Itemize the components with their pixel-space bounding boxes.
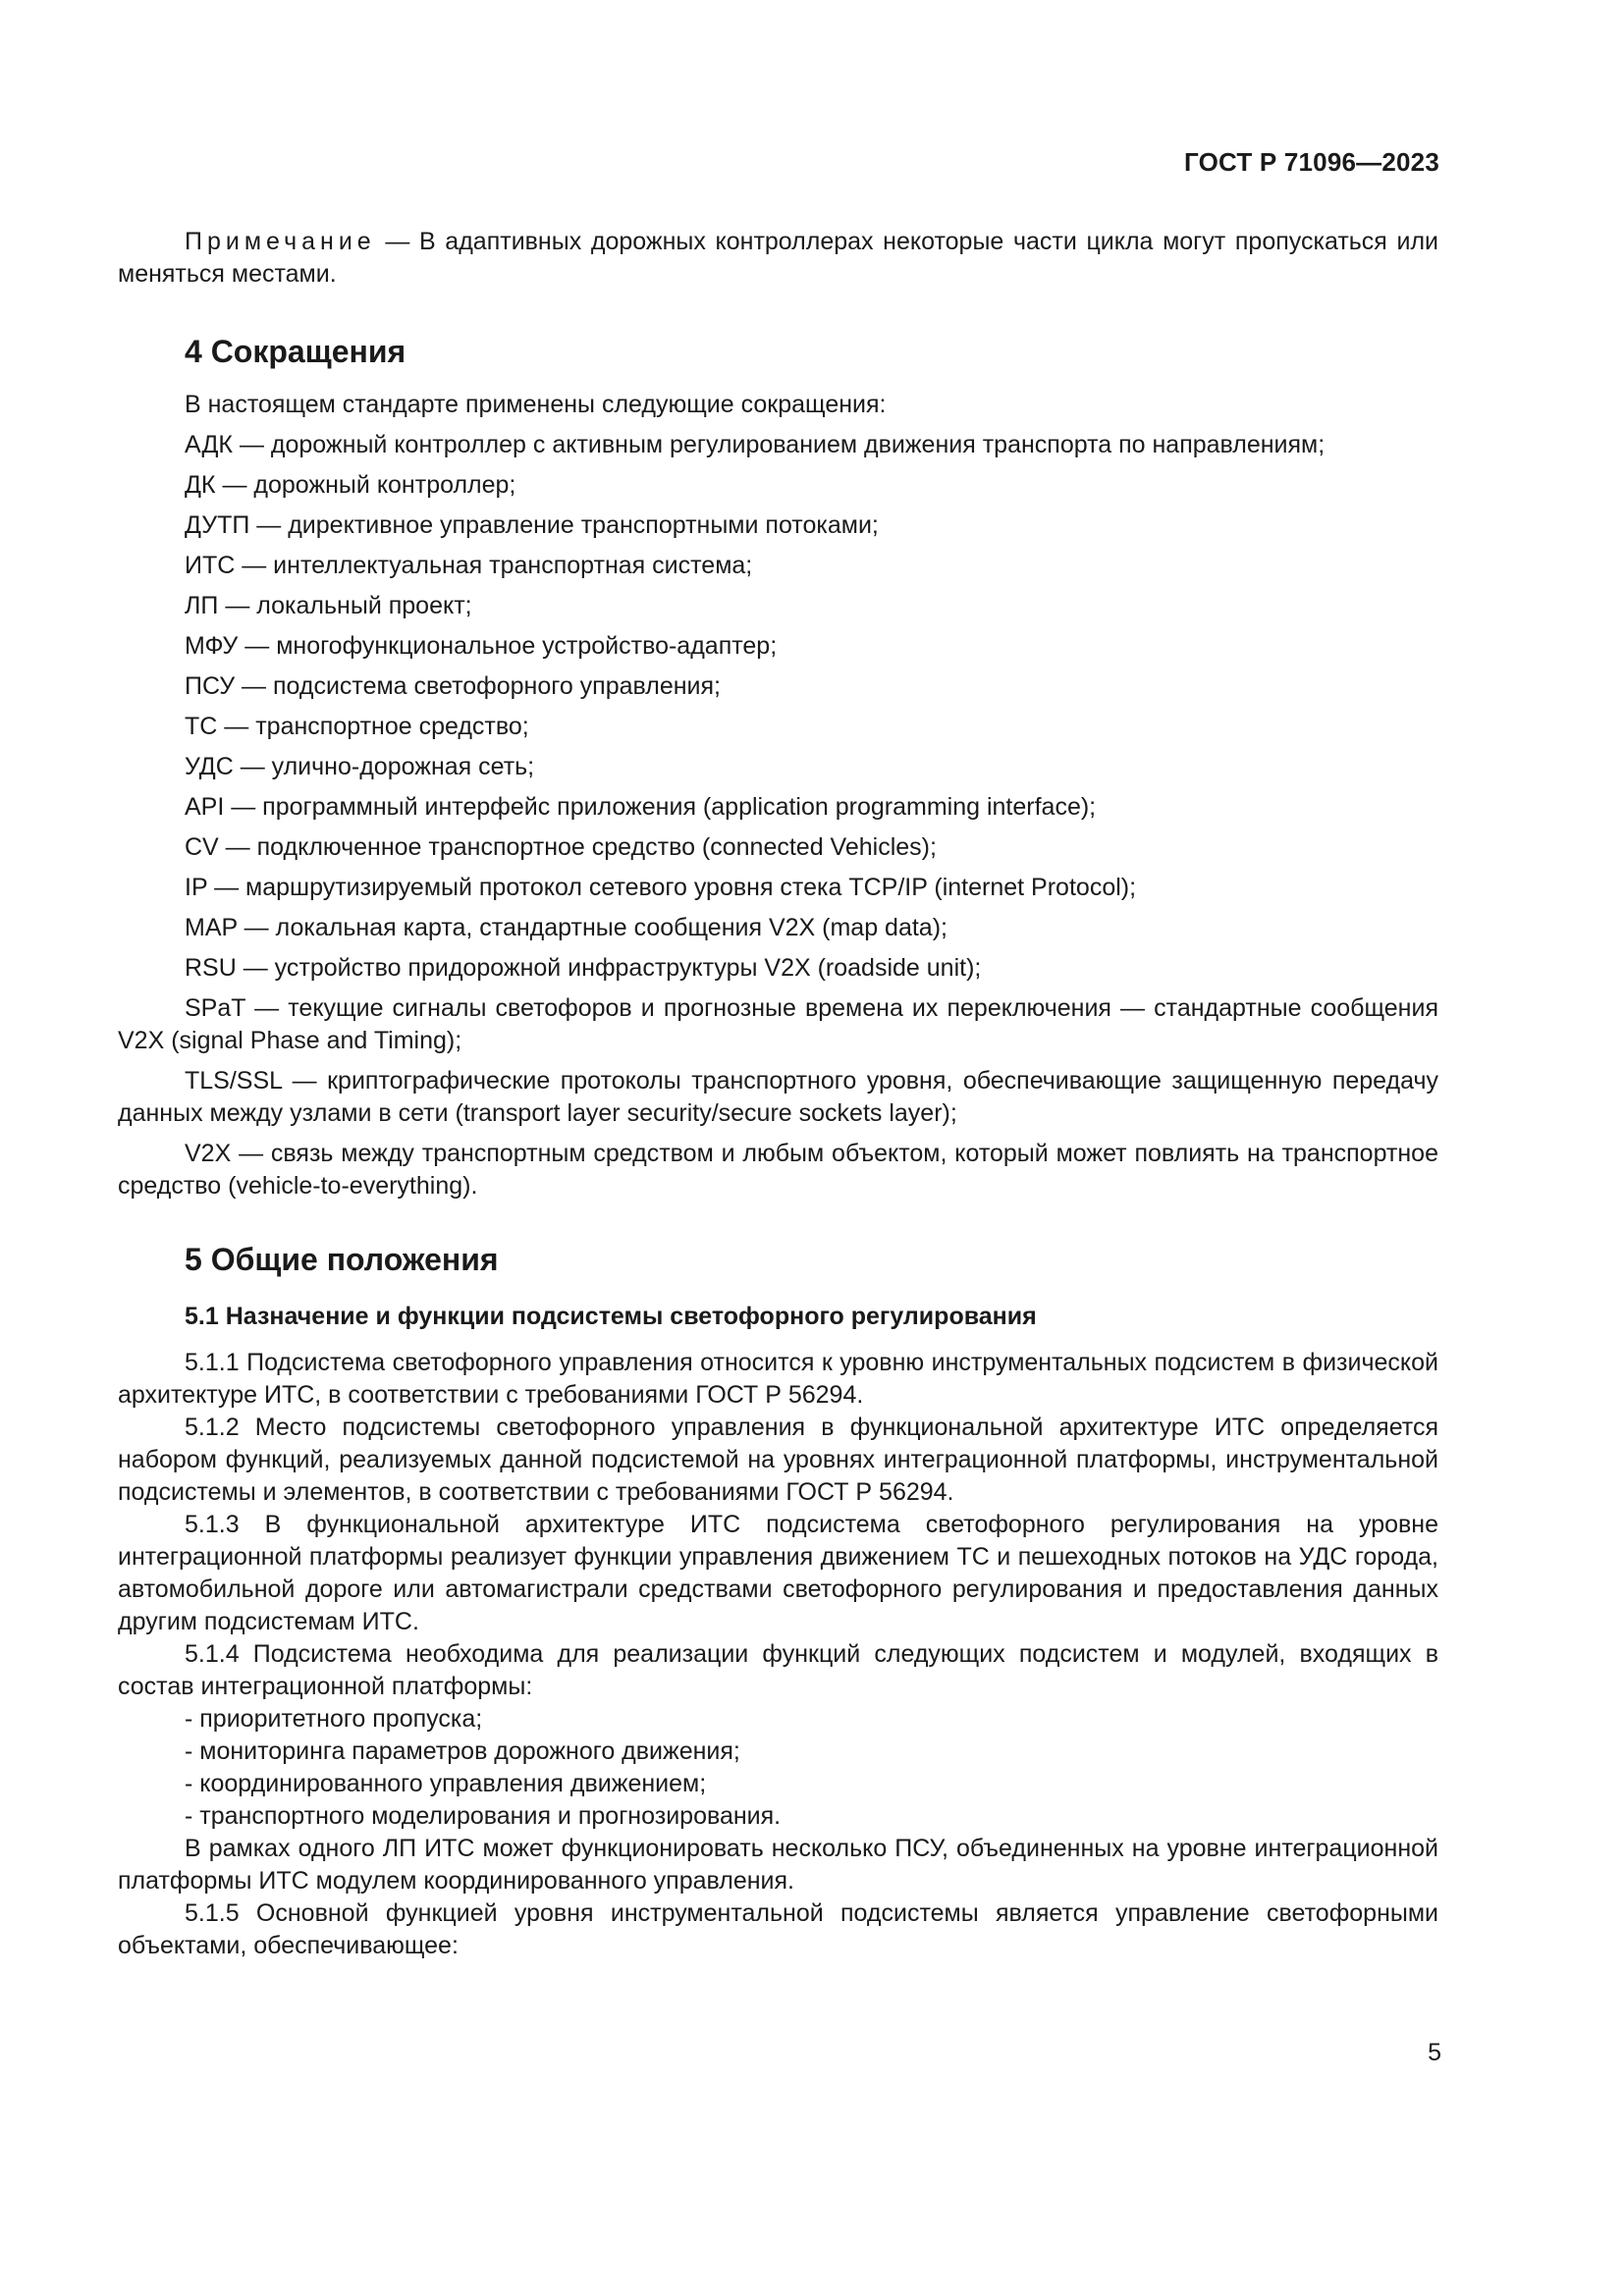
- bullet-item: - координированного управления движением;: [185, 1770, 707, 1797]
- note-label: Примечание: [185, 228, 376, 255]
- abbreviation-item: ПСУ — подсистема светофорного управления;: [185, 672, 721, 700]
- note-paragraph: [118, 226, 1438, 291]
- abbreviation-item: IP — маршрутизируемый протокол сетевого уровня стека TCP/IP (internet Protocol);: [185, 874, 1137, 901]
- abbreviations-list: [118, 429, 1438, 1202]
- abbreviation-item: УДС — улично-дорожная сеть;: [185, 753, 535, 780]
- paragraph-5-1-3: 5.1.3 В функциональной архитектуре ИТС подсистема светофорного регулирования на уровне интеграционной платформы реализует функции управления движением ТС и пешеходных потоков на УДС города, автомобильной дороге или автомагистрали средствами светофорного регулирования и предоставления данных другим подсистемам ИТС.: [118, 1511, 1438, 1635]
- bullet-list: [118, 1703, 1438, 1833]
- note-text: — В адаптивных дорожных контроллерах некоторые части цикла могут пропускаться или меняться местами.: [118, 228, 1438, 288]
- abbreviation-item: V2X — связь между транспортным средством и любым объектом, который может повлиять на транспортное средство (vehicle-to-everything).: [118, 1140, 1438, 1200]
- abbreviation-item: RSU — устройство придорожной инфраструктуры V2X (roadside unit);: [185, 954, 982, 982]
- abbreviation-item: ТС — транспортное средство;: [185, 713, 529, 740]
- abbreviation-item: ЛП — локальный проект;: [185, 592, 472, 619]
- abbreviation-item: ДК — дорожный контроллер;: [185, 471, 516, 499]
- section-5-title: 5 Общие положения: [185, 1242, 499, 1277]
- paragraph-5-1-4-continuation: В рамках одного ЛП ИТС может функционировать несколько ПСУ, объединенных на уровне интеграционной платформы ИТС модулем координированного управления.: [118, 1835, 1438, 1895]
- abbreviation-item: МФУ — многофункциональное устройство-адаптер;: [185, 632, 778, 660]
- abbreviation-item: ИТС — интеллектуальная транспортная система;: [185, 552, 753, 579]
- abbreviation-item: SPaT — текущие сигналы светофоров и прогнозные времена их переключения — стандартные сообщения V2X (signal Phase and Timing);: [118, 994, 1438, 1054]
- abbreviation-item: АДК — дорожный контроллер с активным регулированием движения транспорта по направлениям;: [185, 431, 1326, 458]
- abbreviation-item: TLS/SSL — криптографические протоколы транспортного уровня, обеспечивающие защищенную передачу данных между узлами в сети (transport layer security/secure sockets layer);: [118, 1067, 1438, 1127]
- paragraph-5-1-1: 5.1.1 Подсистема светофорного управления относится к уровню инструментальных подсистем в физической архитектуре ИТС, в соответствии с требованиями ГОСТ Р 56294.: [118, 1349, 1438, 1409]
- abbreviation-item: CV — подключенное транспортное средство (connected Vehicles);: [185, 833, 937, 861]
- document-body: [118, 226, 1438, 1962]
- abbreviation-item: ДУТП — директивное управление транспортными потоками;: [185, 511, 879, 539]
- bullet-item: - приоритетного пропуска;: [185, 1705, 483, 1733]
- paragraph-5-1-4: 5.1.4 Подсистема необходима для реализации функций следующих подсистем и модулей, входящих в состав интеграционной платформы:: [118, 1640, 1438, 1700]
- section-4-title: 4 Сокращения: [185, 334, 406, 369]
- abbreviation-item: MAP — локальная карта, стандартные сообщения V2X (map data);: [185, 914, 947, 941]
- document-header: ГОСТ Р 71096—2023: [1184, 147, 1439, 177]
- paragraph-5-1-5: 5.1.5 Основной функцией уровня инструментальной подсистемы является управление светофорными объектами, обеспечивающее:: [118, 1899, 1438, 1959]
- abbreviations-intro: В настоящем стандарте применены следующие сокращения:: [185, 391, 887, 418]
- bullet-item: - транспортного моделирования и прогнозирования.: [185, 1802, 782, 1830]
- abbreviation-item: API — программный интерфейс приложения (application programming interface);: [185, 793, 1097, 821]
- bullet-item: - мониторинга параметров дорожного движения;: [185, 1737, 740, 1765]
- paragraph-5-1-2: 5.1.2 Место подсистемы светофорного управления в функциональной архитектуре ИТС определяется набором функций, реализуемых данной подсистемой на уровнях интеграционной платформы, инструментальной подсистемы и элементов, в соответствии с требованиями ГОСТ Р 56294.: [118, 1414, 1438, 1506]
- page-number: 5: [1428, 2039, 1441, 2066]
- subsection-5-1-title: 5.1 Назначение и функции подсистемы светофорного регулирования: [185, 1303, 1037, 1330]
